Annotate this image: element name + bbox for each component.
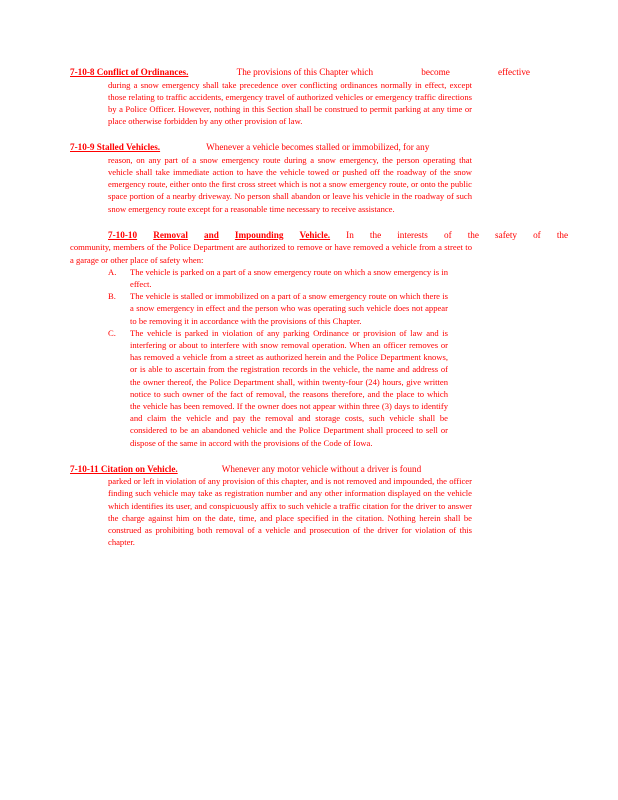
section-label-7-10-8: 7-10-8 Conflict of Ordinances. (70, 67, 189, 77)
section-7-10-11 (70, 463, 530, 549)
section-lead-2: become (421, 67, 450, 77)
list-item (70, 266, 530, 290)
section-lead-of-2: of (533, 229, 541, 240)
list-text-a: The vehicle is parked on a part of a snow emergency route on which a snow emergency is in effect. (130, 266, 448, 289)
section-body-7-10-10: community, members of the Police Department are authorized to remove or have removed a vehicle from a street to a garage or other place of safety when: (70, 242, 472, 265)
section-heading-7-10-11 (70, 463, 530, 476)
section-lead-the-1: the (369, 229, 382, 240)
section-lead-safety: safety (495, 229, 517, 240)
section-body-7-10-8: during a snow emergency shall take precedence over conflicting ordinances normally in effect, except those relating to traffic accidents, emergency travel of authorized vehicles or emergency traffic directions by a Police Officer. However, nothing in this Section shall be construed to permit parking at any time or place otherwise forbidden by any other provision of law. (108, 79, 472, 127)
section-heading-7-10-10 (70, 229, 569, 242)
section-lead-1: The provisions of this Chapter which (236, 67, 374, 77)
section-heading-7-10-8 (70, 66, 530, 79)
section-7-10-8 (70, 66, 530, 127)
section-lead-the-2: the (467, 229, 479, 240)
section-body-7-10-9: reason, on any part of a snow emergency route during a snow emergency, the person operating that vehicle shall take immediate action to have the vehicle towed or pushed off the roadway of the snow emergency route, either onto the first cross street which is not a snow emergency route, or onto the public space portion of a nearby driveway. No person shall abandon or leave his vehicle in the roadway of such snow emergency route except for a reasonable time necessary to receive assistance. (108, 154, 472, 214)
section-body-7-10-11: parked or left in violation of any provision of this chapter, and is not removed and impounded, the officer finding such vehicle may take as registration number and any other information displayed on the vehicle which identifies its user, and conspicuously affix to such vehicle a traffic citation for the driver to answer the charge against him on the date, time, and place specified in the citation. Nothing herein shall be construed as prohibiting both removal of a vehicle and prosecution of the driver for violation of this chapter. (108, 476, 472, 548)
list-text-c: The vehicle is parked in violation of any parking Ordinance or provision of law and is interfering or about to interfere with snow removal operation. When an officer removes or has removed a vehicle from a street as authorized herein and the Police Department knows, or is able to ascertain from the registration records in the vehicle, the name and address of the owner thereof, the Police Department shall, within twenty-four (24) hours, give written notice to such owner of the fact of removal, the reasons therefore, and the place to which the vehicle has been removed. If the owner does not appear within three (3) days to identify and claim the vehicle and pay the removal and storage costs, such vehicle shall be considered to be an abandoned vehicle and the Police Department shall proceed to sell or dispose of the same in accord with the provisions of the Code of Iowa. (130, 327, 448, 448)
section-label-7-10-11: 7-10-11 Citation on Vehicle. (70, 463, 178, 474)
list-item (70, 327, 530, 449)
list-item (70, 290, 530, 327)
section-label-7-10-9: 7-10-9 Stalled Vehicles. (70, 142, 161, 153)
section-lead-interests: interests (397, 229, 428, 240)
list-marker-a: A. (108, 266, 117, 277)
section-7-10-10 (70, 229, 569, 449)
section-lead-3: effective (498, 67, 530, 77)
section-word-removal: Removal (153, 229, 188, 240)
section-number-7-10-10: 7-10-10 (108, 229, 138, 240)
section-lead-7-10-9: Whenever a vehicle becomes stalled or immobilized, for any (206, 142, 430, 153)
spacer (373, 66, 421, 79)
spacer (450, 66, 498, 79)
section-word-impounding: Impounding (234, 229, 284, 240)
section-lead-7-10-11: Whenever any motor vehicle without a driver is found (221, 463, 422, 474)
document-body (70, 66, 569, 563)
removal-conditions-list (70, 266, 530, 449)
section-7-10-9 (70, 141, 530, 215)
section-lead-of-1: of (443, 229, 452, 240)
section-heading-7-10-9 (70, 141, 530, 154)
spacer (188, 66, 236, 79)
section-word-vehicle: Vehicle. (299, 229, 331, 240)
list-marker-b: B. (108, 291, 116, 302)
list-text-b: The vehicle is stalled or immobilized on a part of a snow emergency route on which there is a snow emergency in effect and the person who was operating such vehicle does not appear to be removing it in accordance with the provisions of this Chapter. (130, 291, 448, 326)
section-lead-in: In (346, 229, 354, 240)
section-lead-the-3: the (556, 229, 569, 240)
list-marker-c: C. (108, 327, 116, 338)
section-word-and: and (203, 229, 219, 240)
